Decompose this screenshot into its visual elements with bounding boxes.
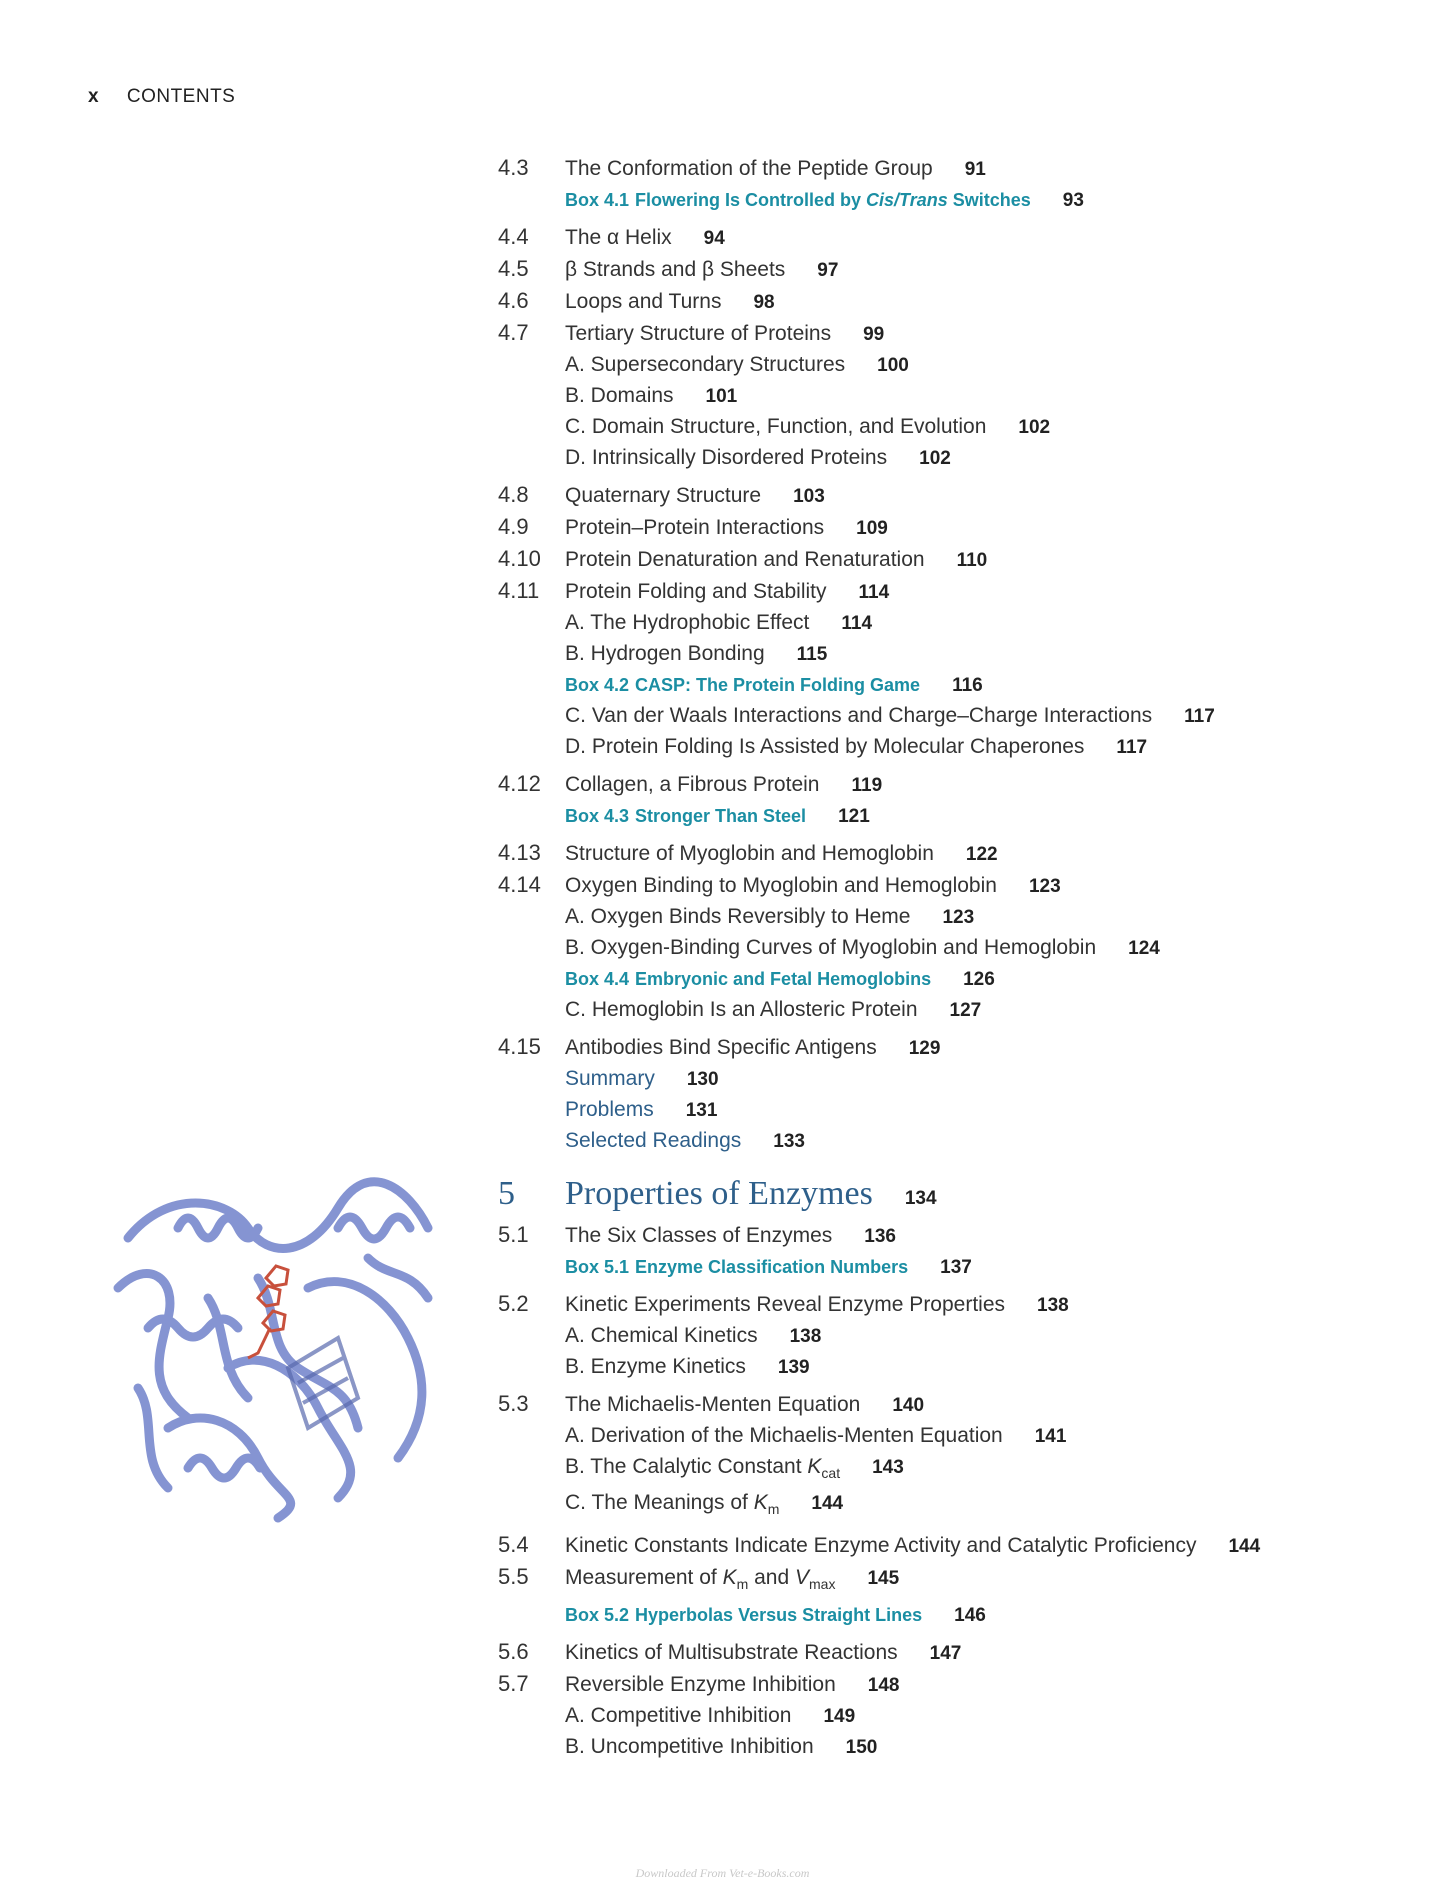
entry-page-number: 109 (856, 518, 888, 539)
entry-title (565, 801, 806, 831)
entry-page-number: 124 (1128, 938, 1160, 959)
entry-page-number: 117 (1184, 706, 1215, 727)
entry-number: 4.10 (498, 546, 541, 571)
entry-title: The Conformation of the Peptide Group (565, 157, 933, 180)
entry-title: A. Competitive Inhibition (565, 1703, 792, 1727)
math-symbol: V (794, 1566, 809, 1590)
toc-entry[interactable] (498, 1421, 1398, 1452)
entry-page-number: 103 (793, 486, 825, 507)
toc-entry[interactable] (498, 185, 1392, 216)
entry-page-number: 149 (823, 1705, 856, 1727)
entry-title-text: Hyperbolas Versus Straight Lines (635, 1604, 923, 1625)
entry-title: Problems (565, 1098, 654, 1121)
entry-title: Kinetic Experiments Reveal Enzyme Properties (565, 1293, 1006, 1316)
box-label: Box 5.2 (565, 1604, 630, 1625)
entry-title-text: Switches (947, 190, 1031, 210)
entry-page-number: 93 (1062, 190, 1084, 211)
entry-number: 5 (498, 1175, 515, 1212)
entry-page-number: 110 (956, 550, 988, 571)
toc-entry[interactable] (498, 870, 1398, 902)
entry-number: 4.11 (498, 578, 540, 603)
entry-title: B. Oxygen-Binding Curves of Myoglobin and Hemoglobin (565, 936, 1097, 959)
entry-title: Oxygen Binding to Myoglobin and Hemoglobin (565, 874, 997, 897)
entry-title-italic: Cis/Trans (866, 190, 948, 210)
toc-entry[interactable] (498, 995, 1398, 1026)
box-label: Box 4.3 (565, 806, 630, 826)
entry-title: Kinetic Constants Indicate Enzyme Activity and Catalytic Proficiency (565, 1534, 1197, 1558)
box-label: Box 4.1 (565, 190, 630, 210)
entry-title: B. Hydrogen Bonding (565, 642, 765, 665)
entry-number: 4.13 (498, 840, 541, 865)
toc-entry[interactable] (498, 639, 1398, 670)
entry-page-number: 98 (753, 292, 775, 313)
toc-entry[interactable] (498, 412, 1398, 443)
entry-title: The Six Classes of Enzymes (565, 1224, 833, 1247)
entry-page-number: 150 (845, 1736, 878, 1758)
toc-entry[interactable] (498, 318, 1398, 350)
entry-page-number: 137 (940, 1257, 972, 1278)
toc-entry[interactable] (498, 1289, 1398, 1321)
toc-entry[interactable] (498, 1126, 1398, 1157)
toc-entry[interactable] (498, 964, 1392, 995)
toc-entry[interactable] (498, 1669, 1398, 1701)
entry-page-number: 133 (773, 1131, 805, 1152)
entry-page-number: 102 (1018, 417, 1051, 438)
entry-title-text: Measurement of (565, 1566, 723, 1590)
box-label: Box 4.2 (565, 675, 630, 695)
entry-title: Collagen, a Fibrous Protein (565, 773, 820, 796)
entry-page-number: 146 (954, 1604, 986, 1626)
entry-title: The α Helix (565, 226, 672, 249)
entry-title: B. Enzyme Kinetics (565, 1355, 746, 1378)
entry-title-text: CASP: The Protein Folding Game (635, 675, 921, 695)
entry-number: 5.3 (498, 1391, 529, 1416)
entry-page-number: 131 (685, 1100, 718, 1121)
math-subscript: m (767, 1501, 780, 1518)
toc-entry[interactable] (498, 153, 1398, 185)
entry-title: Protein Folding and Stability (565, 580, 827, 603)
entry-title: Antibodies Bind Specific Antigens (565, 1036, 877, 1059)
entry-title: A. Derivation of the Michaelis-Menten Equation (565, 1424, 1003, 1447)
entry-page-number: 139 (777, 1357, 810, 1378)
entry-title: B. Uncompetitive Inhibition (565, 1734, 814, 1758)
entry-title: D. Intrinsically Disordered Proteins (565, 446, 888, 469)
entry-page-number: 130 (686, 1069, 719, 1090)
header-label: CONTENTS (126, 86, 236, 107)
entry-page-number: 91 (964, 159, 986, 180)
entry-title: C. Hemoglobin Is an Allosteric Protein (565, 998, 918, 1021)
entry-title: B. Domains (565, 384, 674, 407)
page-number: x (88, 86, 100, 107)
entry-number: 5.2 (498, 1291, 529, 1316)
entry-page-number: 94 (703, 228, 725, 249)
entry-title: A. Oxygen Binds Reversibly to Heme (565, 905, 911, 928)
entry-title: Kinetics of Multisubstrate Reactions (565, 1640, 898, 1664)
entry-page-number: 126 (963, 969, 995, 990)
entry-number: 4.7 (498, 320, 529, 345)
entry-title: A. The Hydrophobic Effect (565, 611, 810, 634)
math-symbol: K (753, 1491, 768, 1515)
math-subscript: cat (821, 1465, 841, 1482)
toc-entry[interactable] (498, 1175, 1398, 1214)
entry-page-number: 115 (796, 644, 828, 665)
toc-entry[interactable] (498, 1095, 1398, 1126)
toc-entry[interactable] (498, 732, 1398, 763)
toc-entry[interactable] (498, 1321, 1398, 1352)
entry-number: 4.8 (498, 482, 529, 507)
toc-entry[interactable] (498, 701, 1398, 732)
toc-entry[interactable] (498, 1530, 1398, 1562)
entry-title (565, 1563, 835, 1599)
entry-title-text: Enzyme Classification Numbers (635, 1257, 909, 1277)
entry-page-number: 119 (851, 775, 883, 796)
entry-title: A. Chemical Kinetics (565, 1324, 758, 1347)
entry-title (565, 1600, 922, 1630)
toc-entry[interactable] (498, 1488, 1398, 1524)
entry-title: Tertiary Structure of Proteins (565, 322, 832, 345)
toc-entry[interactable] (498, 381, 1398, 412)
toc-entry[interactable] (498, 480, 1398, 512)
entry-title: Selected Readings (565, 1129, 742, 1152)
entry-page-number: 144 (811, 1493, 844, 1515)
entry-page-number: 114 (841, 613, 873, 634)
entry-page-number: 147 (929, 1642, 962, 1664)
toc-entry[interactable] (498, 1220, 1398, 1252)
entry-page-number: 117 (1116, 737, 1148, 758)
entry-page-number: 144 (1228, 1536, 1261, 1558)
math-symbol: K (807, 1455, 822, 1478)
entry-title: Protein–Protein Interactions (565, 516, 825, 539)
entry-page-number: 116 (952, 675, 983, 696)
entry-page-number: 121 (838, 806, 870, 827)
entry-number: 4.12 (498, 771, 541, 796)
entry-number: 5.1 (498, 1222, 529, 1247)
toc-entry[interactable] (498, 443, 1398, 474)
toc-entry[interactable] (498, 350, 1398, 381)
entry-number: 5.6 (498, 1638, 529, 1664)
entry-page-number: 99 (863, 324, 885, 345)
toc-entry[interactable] (498, 1732, 1398, 1763)
math-subscript: max (809, 1576, 836, 1593)
entry-page-number: 102 (919, 448, 951, 469)
entry-page-number: 97 (817, 260, 839, 281)
watermark: Downloaded From Vet-e-Books.com (635, 1866, 810, 1880)
entry-number: 4.6 (498, 288, 529, 313)
toc-entry[interactable] (498, 670, 1392, 701)
entry-title-text: C. The Meanings of (565, 1491, 754, 1515)
entry-title (565, 964, 931, 994)
toc-entry[interactable] (498, 769, 1398, 801)
table-of-contents (498, 153, 1398, 1763)
toc-entry[interactable] (498, 1562, 1398, 1599)
running-header (88, 86, 235, 108)
toc-entry[interactable] (498, 254, 1398, 286)
entry-number: 4.15 (498, 1034, 541, 1059)
entry-page-number: 148 (867, 1674, 900, 1696)
entry-number: 5.5 (498, 1564, 529, 1590)
entry-page-number: 140 (892, 1395, 925, 1416)
entry-title: Protein Denaturation and Renaturation (565, 548, 925, 571)
toc-entry[interactable] (498, 608, 1398, 639)
entry-page-number: 145 (867, 1568, 900, 1590)
toc-entry[interactable] (498, 222, 1398, 254)
entry-number: 4.4 (498, 224, 529, 249)
entry-number: 4.5 (498, 256, 529, 281)
toc-entry[interactable] (498, 544, 1398, 576)
toc-entry[interactable] (498, 1701, 1398, 1732)
toc-entry[interactable] (498, 576, 1398, 608)
entry-page-number: 129 (908, 1038, 941, 1059)
box-label: Box 5.1 (565, 1257, 630, 1277)
toc-entry[interactable] (498, 838, 1398, 870)
entry-title: C. Domain Structure, Function, and Evolution (565, 415, 987, 438)
toc-entry[interactable] (498, 1452, 1398, 1488)
toc-entry[interactable] (498, 1064, 1398, 1095)
entry-title: A. Supersecondary Structures (565, 353, 846, 376)
entry-title (565, 1452, 840, 1488)
entry-page-number: 143 (872, 1457, 904, 1478)
entry-title: Quaternary Structure (565, 484, 762, 507)
toc-entry[interactable] (498, 1252, 1392, 1283)
entry-title (565, 185, 1031, 215)
toc-entry[interactable] (498, 1389, 1398, 1421)
entry-page-number: 138 (1037, 1295, 1069, 1316)
entry-page-number: 138 (789, 1326, 822, 1347)
math-symbol: K (722, 1566, 737, 1590)
entry-title: D. Protein Folding Is Assisted by Molecular Chaperones (565, 735, 1085, 758)
entry-page-number: 122 (965, 844, 998, 865)
entry-title-text: Stronger Than Steel (635, 806, 807, 826)
entry-page-number: 114 (858, 582, 890, 603)
toc-entry[interactable] (498, 1352, 1398, 1383)
entry-number: 4.14 (498, 872, 541, 897)
toc-entry[interactable] (498, 512, 1398, 544)
entry-page-number: 136 (864, 1226, 896, 1247)
toc-entry[interactable] (498, 286, 1398, 318)
entry-title (565, 1488, 779, 1524)
toc-entry[interactable] (498, 1637, 1398, 1669)
entry-title: Structure of Myoglobin and Hemoglobin (565, 842, 934, 865)
entry-title-text: Embryonic and Fetal Hemoglobins (635, 969, 932, 989)
math-subscript: m (736, 1576, 749, 1593)
entry-number: 5.4 (498, 1532, 529, 1558)
entry-number: 5.7 (498, 1670, 529, 1696)
box-label: Box 4.4 (565, 969, 630, 989)
entry-title (565, 670, 920, 700)
entry-page-number: 123 (1028, 876, 1061, 897)
entry-page-number: 141 (1034, 1426, 1067, 1447)
entry-title: Summary (565, 1067, 655, 1090)
entry-page-number: 127 (949, 1000, 982, 1021)
entry-title: β Strands and β Sheets (565, 258, 786, 281)
toc-entry[interactable] (498, 902, 1398, 933)
entry-page-number: 134 (904, 1188, 937, 1209)
entry-title: C. Van der Waals Interactions and Charge–Charge Interactions (565, 704, 1153, 727)
entry-title-text: and (748, 1566, 795, 1590)
entry-page-number: 123 (942, 907, 975, 928)
entry-page-number: 100 (877, 355, 909, 376)
toc-entry[interactable] (498, 933, 1398, 964)
entry-title (565, 1252, 908, 1282)
entry-title: Reversible Enzyme Inhibition (565, 1672, 836, 1696)
entry-number: 4.3 (498, 155, 529, 180)
entry-title: Loops and Turns (565, 290, 722, 313)
entry-title: The Michaelis-Menten Equation (565, 1393, 861, 1416)
toc-entry[interactable] (498, 1600, 1392, 1631)
entry-title: Properties of Enzymes (565, 1175, 873, 1212)
toc-entry[interactable] (498, 1032, 1398, 1064)
entry-page-number: 101 (705, 386, 738, 407)
entry-title-text: Flowering Is Controlled by (635, 190, 867, 210)
entry-title-text: B. The Calalytic Constant (565, 1455, 808, 1478)
toc-entry[interactable] (498, 801, 1392, 832)
enzyme-structure-illustration (108, 1168, 448, 1528)
entry-number: 4.9 (498, 514, 529, 539)
